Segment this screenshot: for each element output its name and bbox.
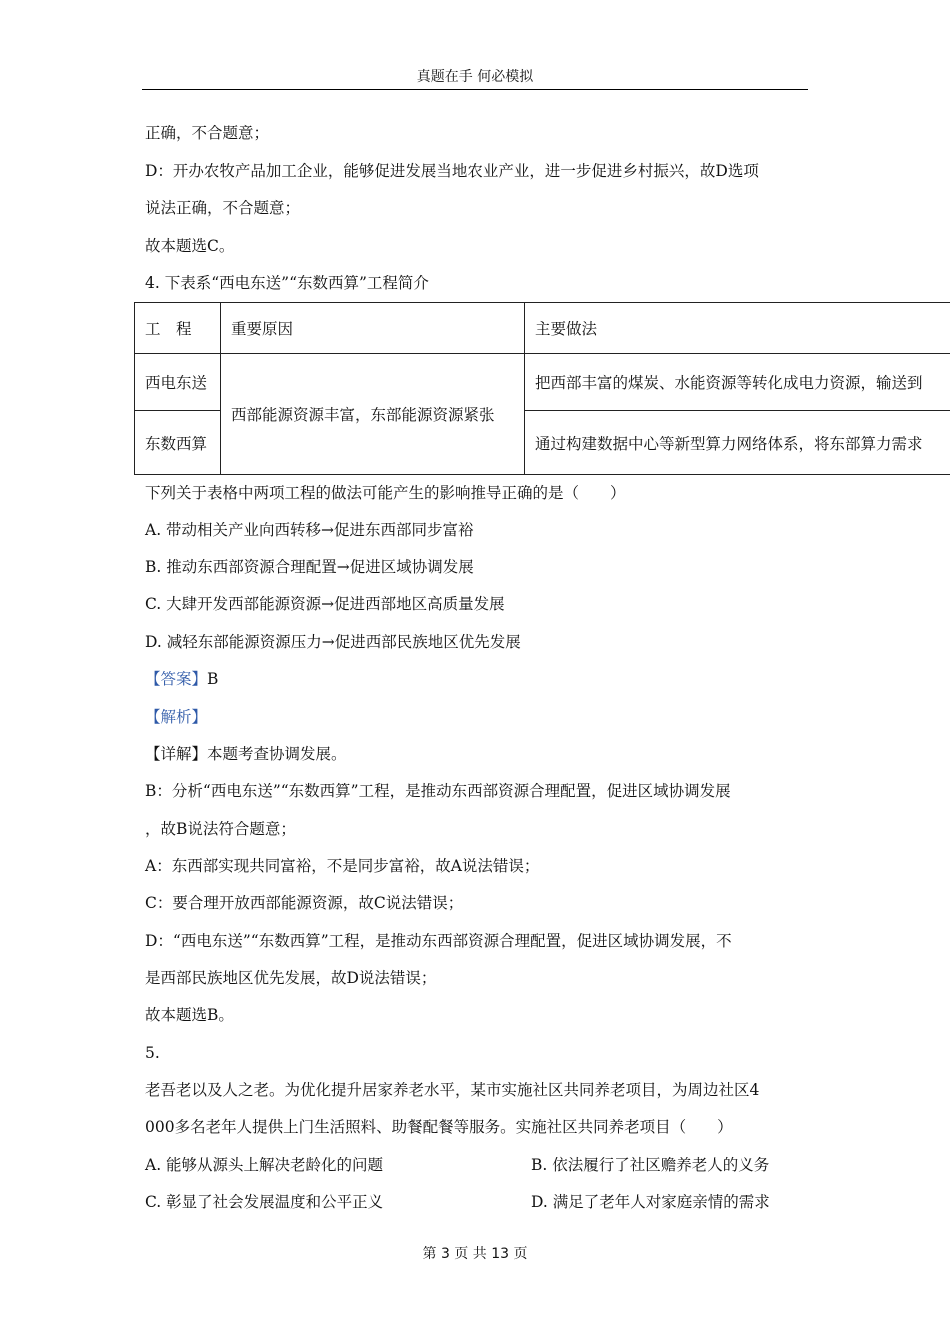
table-header-cell: 工 程 (135, 303, 221, 354)
table-header-row (135, 303, 950, 354)
q5-option-c: C. 彰显了社会发展温度和公平正义 (145, 1193, 384, 1211)
explanation-line: C：要合理开放西部能源资源，故C说法错误； (145, 894, 464, 912)
explanation-line: 是西部民族地区优先发展，故D说法错误； (145, 969, 437, 987)
explanation-line: D：“西电东送”“东数西算”工程，是推动东西部资源合理配置，促进区域协调发展，不 (145, 932, 732, 950)
q5-option-d: D. 满足了老年人对家庭亲情的需求 (531, 1193, 770, 1211)
question-5-stem: 000多名老年人提供上门生活照料、助餐配餐等服务。实施社区共同养老项目（ ） (145, 1118, 733, 1136)
option-b: B. 推动东西部资源合理配置→促进区域协调发展 (145, 558, 474, 576)
answer-label: 【答案】 (145, 670, 208, 688)
shared-reason-cell: 西部能源资源丰富，东部能源资源紧张 (221, 354, 525, 475)
question-4-stem: 4. 下表系“西电东送”“东数西算”工程简介 (145, 274, 429, 292)
text-line: D：开办农牧产品加工企业，能够促进发展当地农业产业，进一步促进乡村振兴，故D选项 (145, 162, 759, 180)
detail-line (145, 743, 347, 765)
header-rule (142, 89, 808, 90)
explanation-line: A：东西部实现共同富裕，不是同步富裕，故A说法错误； (145, 857, 540, 875)
option-d: D. 减轻东部能源资源压力→促进西部民族地区优先发展 (145, 633, 521, 651)
analysis-label: 【解析】 (145, 708, 208, 726)
detail-label: 【详解】 (145, 745, 208, 763)
detail-text: 本题考查协调发展。 (207, 745, 347, 763)
question-5-number: 5. (145, 1044, 160, 1062)
text-line: 说法正确，不合题意； (145, 199, 301, 217)
table-header-cell: 重要原因 (221, 303, 525, 354)
text-line: 正确，不合题意； (145, 124, 270, 142)
explanation-line: ，故B说法符合题意； (145, 820, 296, 838)
page-header: 真题在手 何必模拟 (416, 69, 534, 85)
question-5-stem: 老吾老以及人之老。为优化提升居家养老水平，某市实施社区共同养老项目，为周边社区4 (145, 1081, 760, 1099)
project-table (134, 302, 950, 475)
page-number: 第 3 页 共 13 页 (422, 1246, 528, 1262)
q5-option-b: B. 依法履行了社区赡养老人的义务 (531, 1156, 770, 1174)
explanation-line: B：分析“西电东送”“东数西算”工程，是推动东西部资源合理配置，促进区域协调发展 (145, 782, 731, 800)
table-row (135, 354, 950, 411)
text-line: 故本题选C。 (145, 237, 235, 255)
answer-value: B (207, 670, 219, 688)
project-name-cell: 东数西算 (135, 411, 221, 475)
option-c: C. 大肆开发西部能源资源→促进西部地区高质量发展 (145, 595, 505, 613)
q5-option-a: A. 能够从源头上解决老龄化的问题 (145, 1156, 384, 1174)
table-header-cell: 主要做法 (525, 303, 950, 354)
explanation-line: 故本题选B。 (145, 1006, 234, 1024)
project-name-cell: 西电东送 (135, 354, 221, 411)
option-a: A. 带动相关产业向西转移→促进东西部同步富裕 (145, 521, 474, 539)
practice-cell: 通过构建数据中心等新型算力网络体系，将东部算力需求 (525, 411, 950, 475)
answer-line (145, 668, 218, 690)
question-4-prompt: 下列关于表格中两项工程的做法可能产生的影响推导正确的是（ ） (145, 484, 626, 502)
practice-cell: 把西部丰富的煤炭、水能资源等转化成电力资源，输送到 (525, 354, 950, 411)
